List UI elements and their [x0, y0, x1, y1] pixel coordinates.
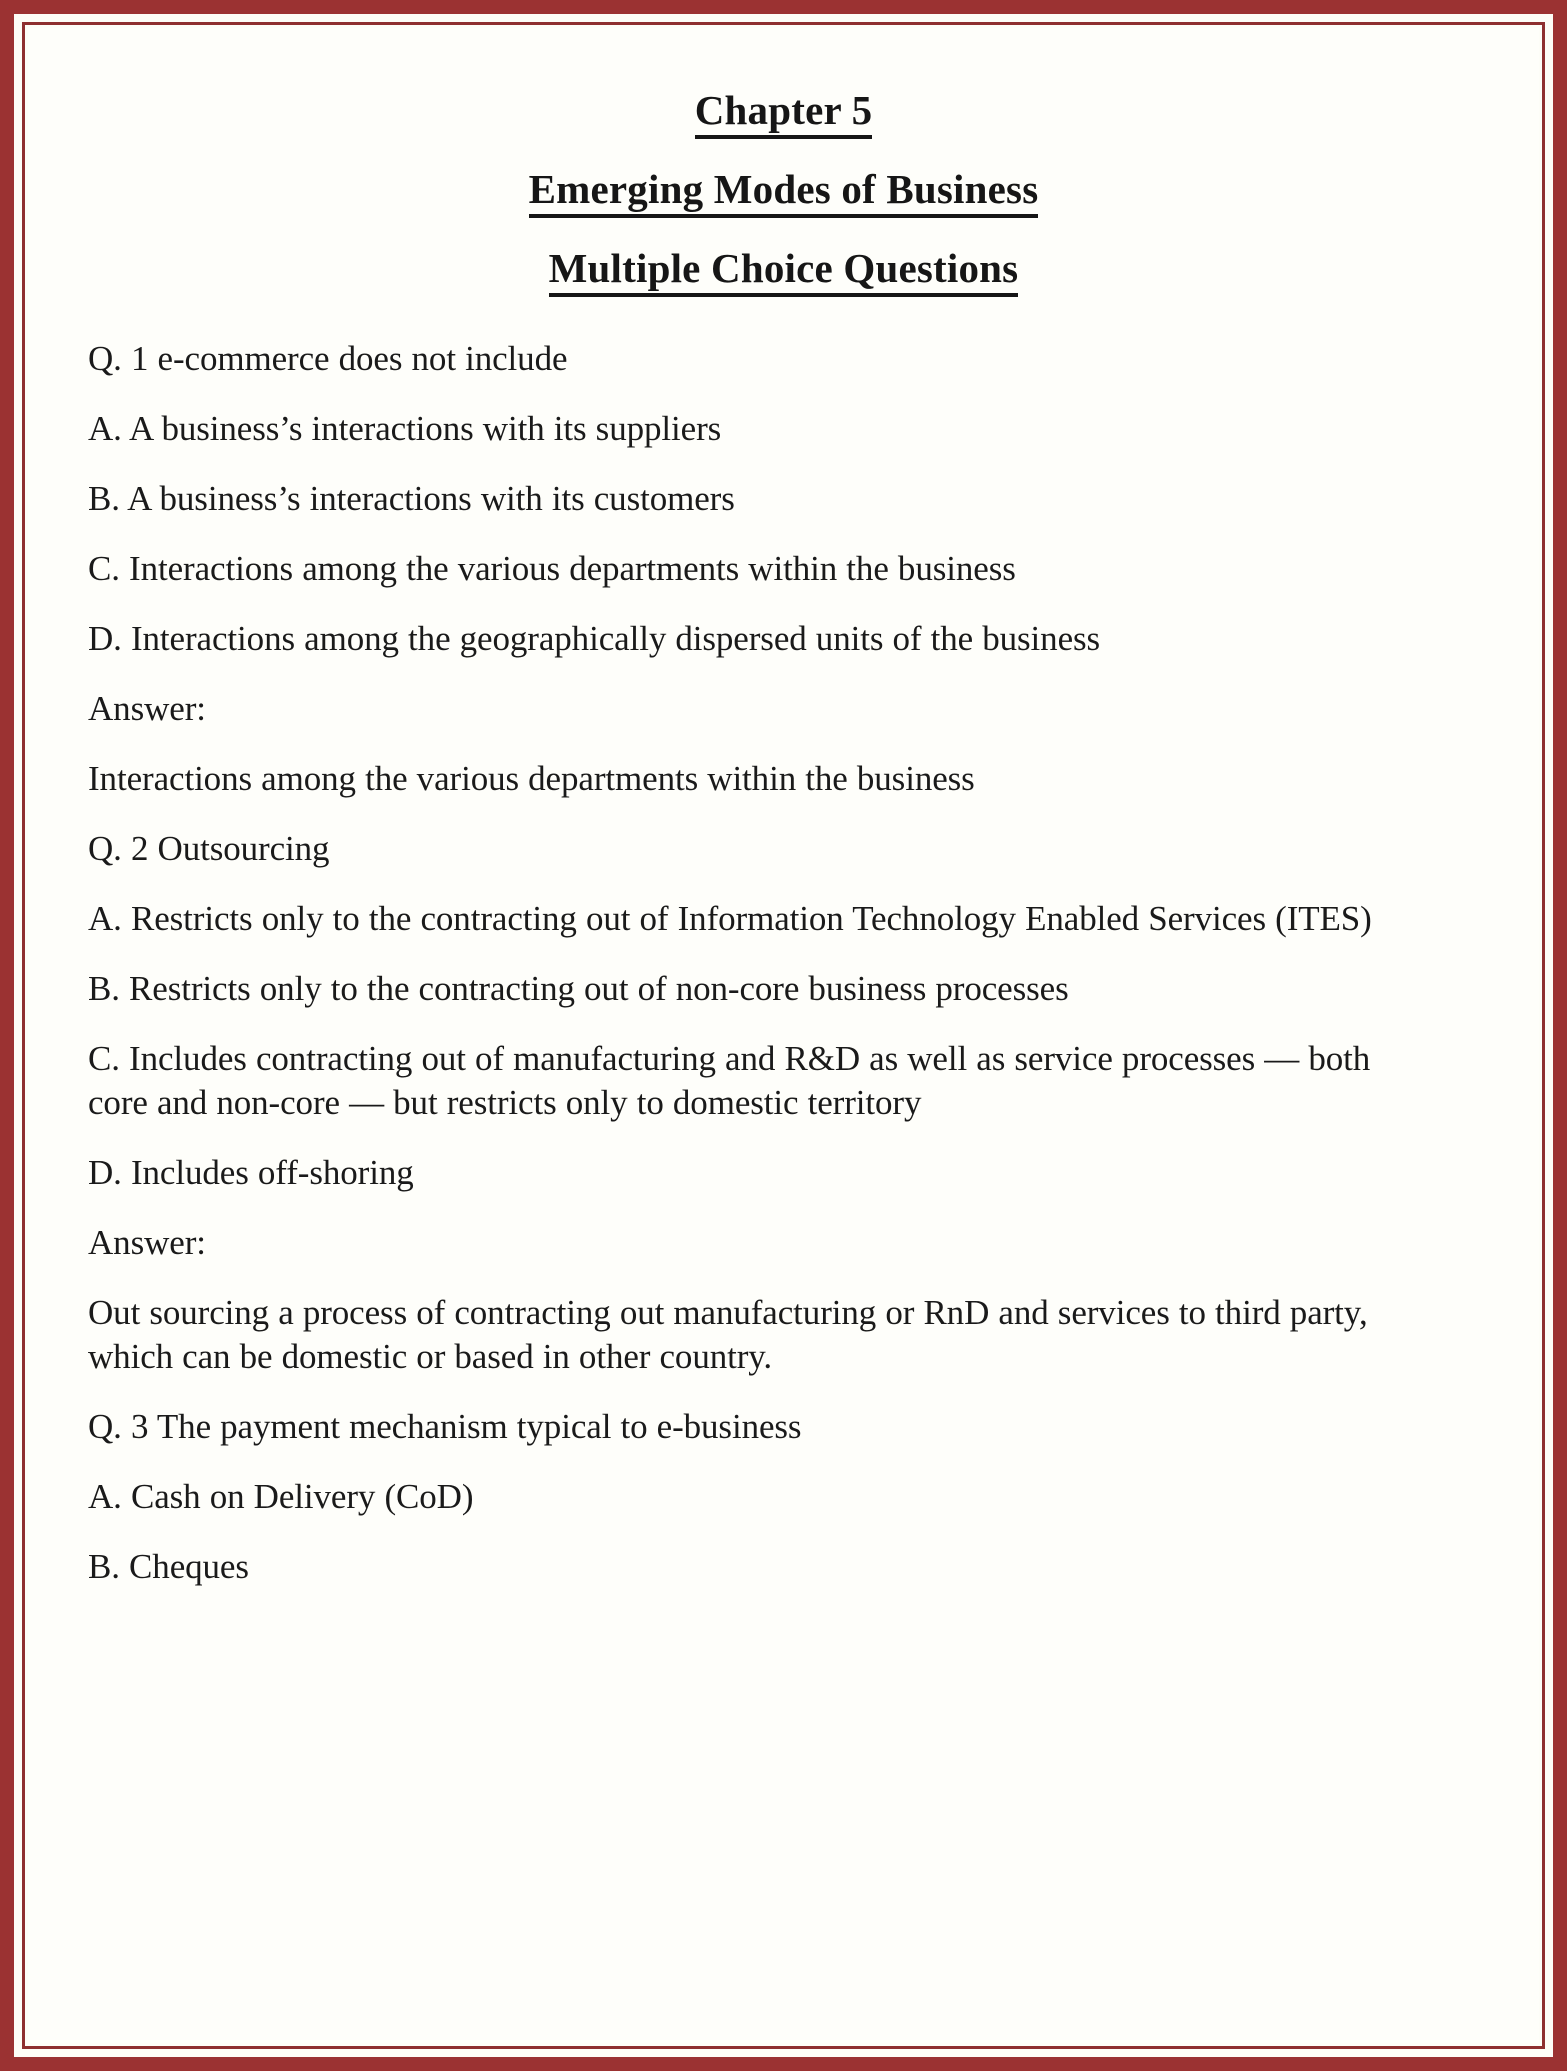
q1-option-b: B. A business’s interactions with its customers: [88, 478, 735, 518]
q2-option-a: A. Restricts only to the contracting out of Information Technology Enabled Services (ITES): [88, 899, 1372, 939]
q1-option-c: C. Interactions among the various departments within the business: [88, 549, 1016, 588]
q2-option-c: C. Includes contracting out of manufacturing and R&D as well as service processes — both core and non-core — but restricts only to domestic territory: [88, 1039, 1371, 1123]
q2-option-d: D. Includes off-shoring: [88, 1152, 414, 1192]
q1-answer-label: Answer:: [88, 689, 206, 729]
q2-answer-label: Answer:: [88, 1222, 206, 1262]
question-body: [88, 337, 1479, 1589]
heading-group: [88, 88, 1479, 297]
q1-option-a: A. A business’s interactions with its suppliers: [88, 408, 722, 448]
q1-answer-text: Interactions among the various departments within the business: [88, 759, 975, 799]
q2-question: Q. 2 Outsourcing: [88, 829, 330, 869]
q3-option-a: A. Cash on Delivery (CoD): [88, 1476, 474, 1516]
q3-option-b: B. Cheques: [88, 1546, 249, 1586]
q2-answer-text: Out sourcing a process of contracting out manufacturing or RnD and services to third party, which can be domestic or based in other country.: [88, 1293, 1368, 1376]
q1-question: Q. 1 e-commerce does not include: [88, 338, 568, 378]
page-content: [28, 28, 1539, 2043]
q3-question: Q. 3 The payment mechanism typical to e-business: [88, 1406, 802, 1446]
q1-option-d: D. Interactions among the geographically dispersed units of the business: [88, 619, 1101, 659]
section-heading: Multiple Choice Questions: [549, 246, 1019, 297]
document-title: Emerging Modes of Business: [529, 167, 1039, 218]
q2-option-b: B. Restricts only to the contracting out of non-core business processes: [88, 969, 1069, 1009]
chapter-heading: Chapter 5: [695, 88, 873, 139]
